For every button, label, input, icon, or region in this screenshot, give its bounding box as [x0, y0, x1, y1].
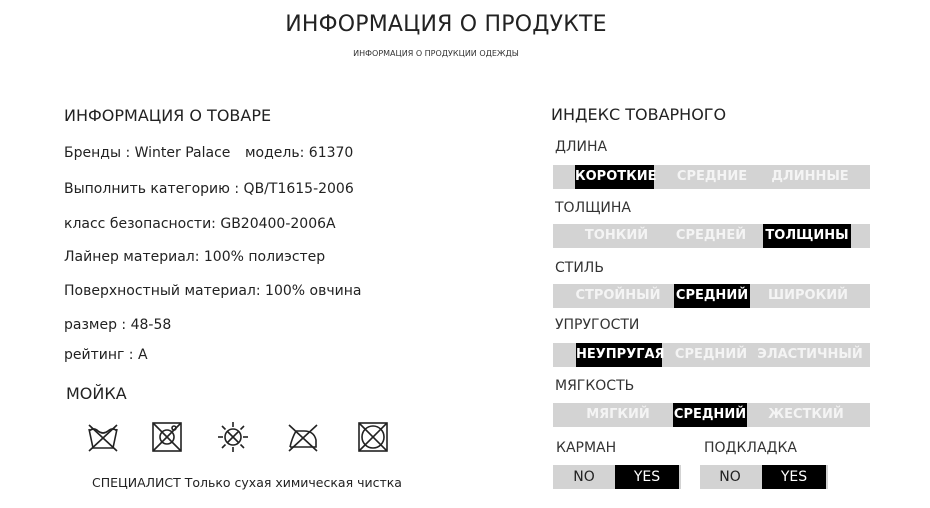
- elasticity-option-inelastic: НЕУПРУГАЯ: [576, 343, 662, 367]
- surface-material-text: Поверхностный материал: 100% овчина: [64, 283, 362, 299]
- pocket-label: КАРМАН: [556, 440, 617, 456]
- thickness-label: ТОЛЩИНА: [555, 200, 631, 216]
- elasticity-option-medium: СРЕДНИЙ: [674, 347, 748, 362]
- page-title: ИНФОРМАЦИЯ О ПРОДУКТЕ: [285, 12, 607, 37]
- style-option-slim: СТРОЙНЫЙ: [575, 288, 661, 303]
- washing-note: СПЕЦИАЛИСТ Только сухая химическая чистка: [92, 475, 402, 490]
- liner-material-text: Лайнер материал: 100% полиэстер: [64, 249, 326, 265]
- pocket-toggle: [553, 465, 681, 489]
- no-wash-icon: [86, 420, 120, 454]
- length-label: ДЛИНА: [555, 139, 608, 155]
- softness-label: МЯГКОСТЬ: [555, 378, 635, 394]
- softness-scale: [553, 403, 870, 427]
- softness-option-hard: ЖЕСТКИЙ: [768, 407, 844, 422]
- style-option-wide: ШИРОКИЙ: [768, 288, 848, 303]
- index-heading: ИНДЕКС ТОВАРНОГО: [551, 105, 727, 124]
- softness-option-soft: МЯГКИЙ: [586, 407, 650, 422]
- thickness-option-medium: СРЕДНЕЙ: [675, 228, 747, 243]
- length-option-medium: СРЕДНИЕ: [676, 169, 748, 184]
- no-dry-icon: [356, 420, 390, 454]
- lining-toggle: [700, 465, 828, 489]
- thickness-option-thick: ТОЛЩИНЫ: [763, 224, 851, 248]
- thickness-option-thin: ТОНКИЙ: [584, 228, 649, 243]
- lining-no: NO: [719, 469, 741, 485]
- elasticity-scale: [553, 343, 870, 367]
- lining-yes: YES: [762, 465, 826, 489]
- thickness-scale: [553, 224, 870, 248]
- size-text: размер : 48-58: [64, 317, 172, 333]
- softness-option-medium: СРЕДНИЙ: [673, 403, 747, 427]
- lining-label: ПОДКЛАДКА: [704, 440, 797, 456]
- product-info-heading: ИНФОРМАЦИЯ О ТОВАРЕ: [64, 106, 272, 125]
- style-option-medium: СРЕДНИЙ: [674, 284, 750, 308]
- no-tumble-dry-icon: [216, 420, 250, 454]
- length-option-short: КОРОТКИЕ: [575, 165, 654, 189]
- safety-class-text: класс безопасности: GB20400-2006A: [64, 216, 336, 232]
- pocket-no: NO: [573, 469, 595, 485]
- pocket-yes: YES: [615, 465, 679, 489]
- model-text: модель: 61370: [245, 145, 354, 161]
- length-scale: [553, 165, 870, 189]
- style-scale: [553, 284, 870, 308]
- rating-text: рейтинг : A: [64, 347, 148, 363]
- page-subtitle: ИНФОРМАЦИЯ О ПРОДУКЦИИ ОДЕЖДЫ: [353, 49, 519, 58]
- elasticity-option-elastic: ЭЛАСТИЧНЫЙ: [757, 347, 863, 362]
- length-option-long: ДЛИННЫЕ: [771, 169, 849, 184]
- brand-text: Бренды : Winter Palace: [64, 145, 231, 161]
- style-label: СТИЛЬ: [555, 260, 604, 276]
- washing-heading: МОЙКА: [66, 384, 127, 403]
- no-bleach-icon: [150, 420, 184, 454]
- no-iron-icon: [286, 420, 320, 454]
- elasticity-label: УПРУГОСТИ: [555, 317, 640, 333]
- category-text: Выполнить категорию : QB/T1615-2006: [64, 181, 354, 197]
